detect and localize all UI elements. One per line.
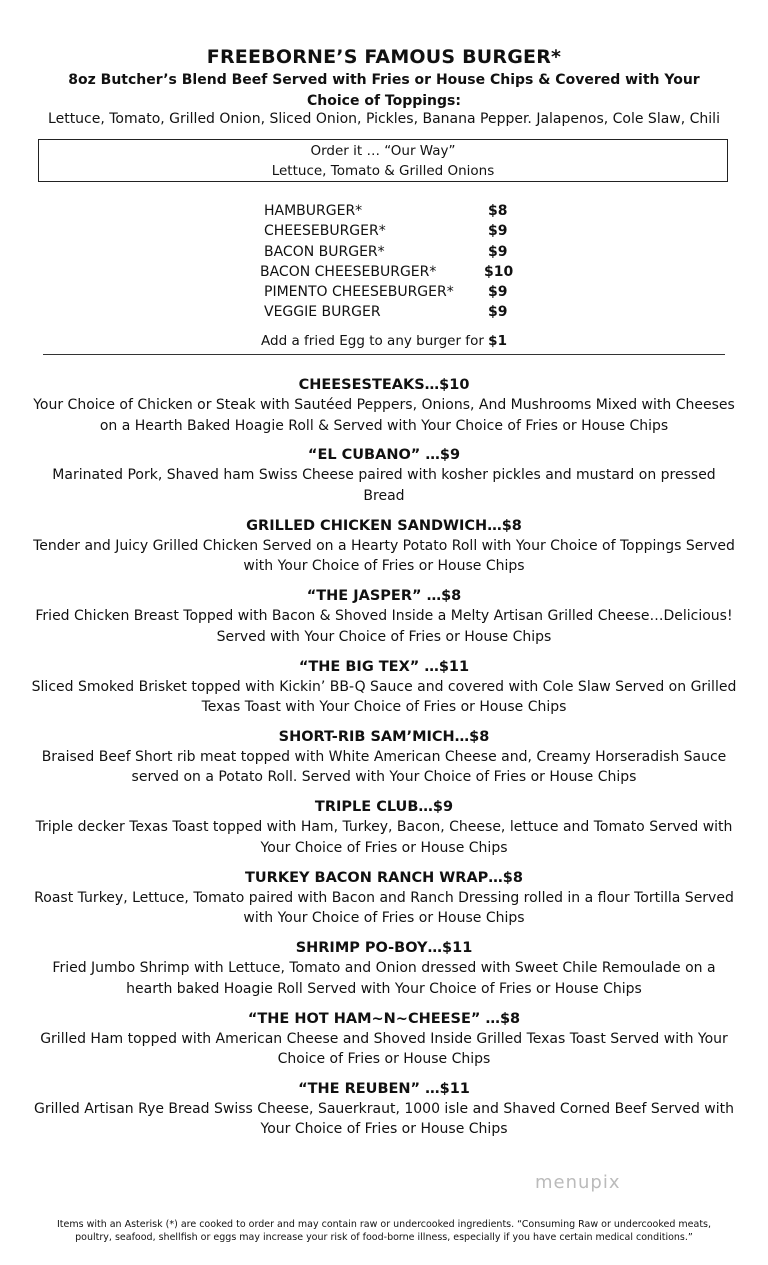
menu-item: [30, 727, 738, 788]
menu-item: [30, 445, 738, 506]
burger-row: [260, 203, 510, 223]
item-description: Tender and Juicy Grilled Chicken Served on a Hearty Potato Roll with Your Choice of Toppings Served with Your Choice of Fries or House Chips: [33, 537, 735, 575]
burger-row: [260, 284, 510, 304]
item-name: “THE JASPER” …$8: [306, 588, 462, 605]
item-name: GRILLED CHICKEN SANDWICH…$8: [246, 517, 522, 534]
menu-item: [30, 516, 738, 577]
burger-row: [260, 244, 510, 264]
burger-name: CHEESEBURGER*: [264, 223, 386, 240]
our-way-box: [38, 139, 728, 182]
burger-price: $9: [488, 243, 508, 260]
burger-price: $10: [484, 263, 514, 280]
egg-addon-text: Add a fried Egg to any burger for: [261, 333, 489, 349]
item-name: “EL CUBANO” …$9: [307, 447, 461, 464]
item-description: Sliced Smoked Brisket topped with Kickin’ BB-Q Sauce and covered with Cole Slaw Served on Grilled Texas Toast with Your Choice of Fries or House Chips: [31, 678, 737, 716]
burger-list: [260, 203, 514, 325]
footer-disclaimer: Items with an Asterisk (*) are cooked to order and may contain raw or undercooked ingredients. “Consuming Raw or undercooked meats, poultry, seafood, shellfish or eggs may increase your risk of food-borne illness, especially if you have certain medical conditions.”: [56, 1219, 712, 1243]
item-name: TRIPLE CLUB…$9: [314, 799, 454, 816]
menu-item: [30, 938, 738, 999]
menu-items: [30, 375, 738, 1149]
item-description: Grilled Ham topped with American Cheese and Shoved Inside Grilled Texas Toast Served with Your Choice of Fries or House Chips: [40, 1030, 728, 1068]
item-description: Grilled Artisan Rye Bread Swiss Cheese, Sauerkraut, 1000 isle and Shaved Corned Beef Served with Your Choice of Fries or House Chips: [33, 1100, 735, 1138]
menu-item: [30, 1079, 738, 1140]
item-name: “THE REUBEN” …$11: [298, 1080, 470, 1097]
menu-item: [30, 797, 738, 858]
burger-name: VEGGIE BURGER: [264, 304, 381, 321]
item-name: TURKEY BACON RANCH WRAP…$8: [245, 869, 523, 886]
item-description: Marinated Pork, Shaved ham Swiss Cheese paired with kosher pickles and mustard on pressed Bread: [52, 467, 716, 504]
burger-name: PIMENTO CHEESEBURGER*: [264, 284, 454, 301]
menu-item: [30, 375, 738, 436]
our-way-line2: Lettuce, Tomato & Grilled Onions: [271, 163, 495, 179]
item-description: Fried Chicken Breast Topped with Bacon & Shoved Inside a Melty Artisan Grilled Cheese…Delicious! Served with Your Choice of Fries or House Chips: [35, 608, 733, 645]
burger-name: BACON BURGER*: [264, 243, 385, 260]
burger-price: $9: [488, 304, 508, 321]
burger-row: [260, 263, 514, 284]
section-divider: [43, 354, 725, 355]
burger-name: HAMBURGER*: [264, 203, 363, 219]
item-description: Your Choice of Chicken or Steak with Sautéed Peppers, Onions, And Mushrooms Mixed with Cheeses on a Hearth Baked Hoagie Roll & Served with Your Choice of Fries or House Chips: [33, 397, 735, 434]
item-description: Triple decker Texas Toast topped with Ham, Turkey, Bacon, Cheese, lettuce and Tomato Served with Your Choice of Fries or House Chips: [35, 819, 733, 856]
our-way-line1: Order it … “Our Way”: [310, 143, 456, 159]
menupix-watermark: menupix: [535, 1172, 621, 1193]
menu-item: [30, 657, 738, 718]
burger-price: $9: [488, 284, 508, 301]
item-description: Fried Jumbo Shrimp with Lettuce, Tomato and Onion dressed with Sweet Chile Remoulade on a hearth baked Hoagie Roll Served with Your Choice of Fries or House Chips: [52, 960, 716, 997]
item-name: “THE BIG TEX” …$11: [298, 658, 470, 675]
menu-item: [30, 1009, 738, 1070]
burger-subtitle: 8oz Butcher’s Blend Beef Served with Fries or House Chips & Covered with Your Choice of Toppings:: [68, 72, 700, 109]
menu-item: [30, 586, 738, 647]
item-description: Braised Beef Short rib meat topped with White American Cheese and, Creamy Horseradish Sauce served on a Potato Roll. Served with Your Choice of Fries or House Chips: [41, 748, 727, 786]
egg-addon: [0, 333, 768, 349]
burger-price: $9: [488, 223, 508, 240]
burger-price: $8: [488, 203, 508, 219]
item-name: “THE HOT HAM~N~CHEESE” …$8: [247, 1010, 521, 1027]
burger-name: BACON CHEESEBURGER*: [260, 263, 437, 280]
menu-title: FREEBORNE’S FAMOUS BURGER*: [206, 46, 562, 68]
burger-row: [260, 223, 510, 243]
item-name: SHRIMP PO-BOY…$11: [295, 940, 473, 957]
item-name: CHEESESTEAKS…$10: [298, 377, 470, 393]
burger-row: [260, 304, 510, 324]
toppings-list: Lettuce, Tomato, Grilled Onion, Sliced Onion, Pickles, Banana Pepper. Jalapenos, Cole Slaw, Chili: [48, 111, 720, 127]
egg-addon-price: $1: [488, 333, 507, 349]
item-name: SHORT-RIB SAM’MICH…$8: [278, 728, 490, 745]
menu-item: [30, 868, 738, 929]
item-description: Roast Turkey, Lettuce, Tomato paired with Bacon and Ranch Dressing rolled in a flour Tortilla Served with Your Choice of Fries or House Chips: [34, 889, 734, 927]
